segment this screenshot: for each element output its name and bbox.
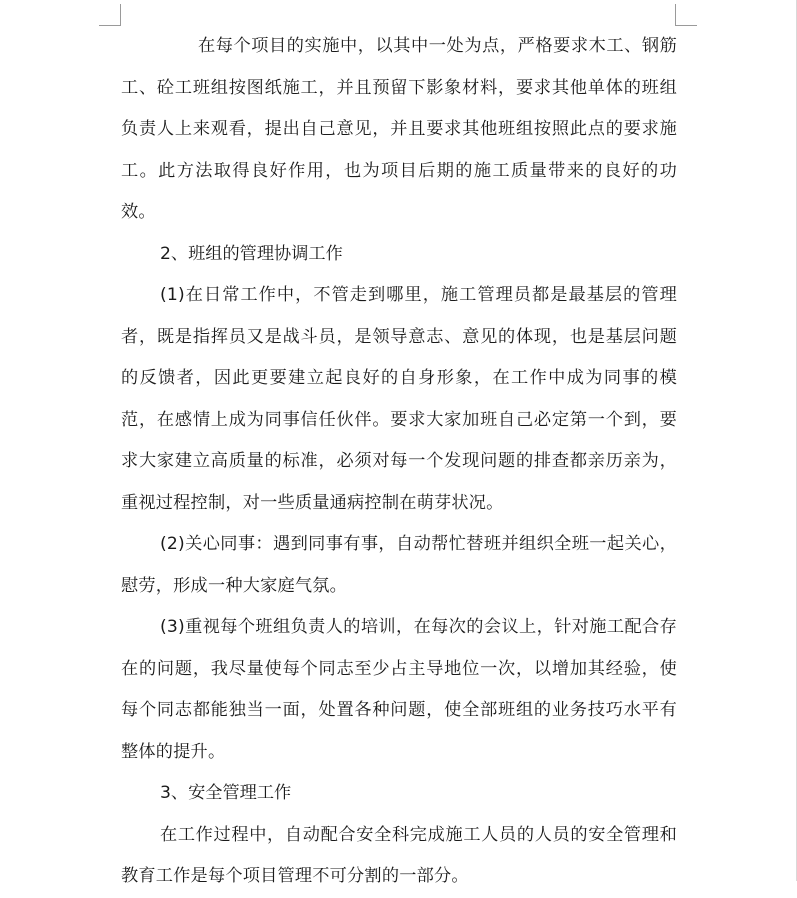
paragraph-safety-work: 在工作过程中，自动配合安全科完成施工人员的人员的安全管理和教育工作是每个项目管理不可分割的一部分。 bbox=[121, 824, 677, 886]
paragraph-daily-work: (1)在日常工作中，不管走到哪里，施工管理员都是最基层的管理者，既是指挥员又是战斗员，是领导意志、意见的体现，也是基层问题的反馈者，因此更要建立起良好的自身形象，在工作中成为同事的模范，在感情上成为同事信任伙伴。要求大家加班自己必定第一个到，要求大家建立高质量的标准，必须对每一个发现问题的排查都亲历亲为，重视过程控制，对一些质量通病控制在萌芽状况。 bbox=[121, 285, 677, 513]
section-heading-team-coordination: 2、班组的管理协调工作 bbox=[160, 243, 343, 264]
section-heading-safety-management: 3、安全管理工作 bbox=[160, 783, 292, 803]
paragraph-training: (3)重视每个班组负责人的培训，在每次的会议上，针对施工配合存在的问题，我尽量使每个同志至少占主导地位一次，以增加其经验，使每个同志都能独当一面，处置各种问题，使全部班组的业务技巧水平有整体的提升。 bbox=[121, 617, 677, 762]
paragraph-quality-point: 在每个项目的实施中，以其中一处为点，严格要求木工、钢筋工、砼工班组按图纸施工，并且预留下影象材料，要求其他单体的班组负责人上来观看，提出自己意见，并且要求其他班组按照此点的要求施工。此方法取得良好作用，也为项目后期的施工质量带来的良好的功效。 bbox=[121, 36, 677, 222]
document-body bbox=[121, 26, 677, 898]
crop-mark-top-right-icon bbox=[675, 4, 697, 26]
paragraph-care-colleagues: (2)关心同事：遇到同事有事，自动帮忙替班并组织全班一起关心，慰劳，形成一种大家庭气氛。 bbox=[121, 534, 677, 596]
crop-mark-top-left-icon bbox=[99, 4, 121, 26]
